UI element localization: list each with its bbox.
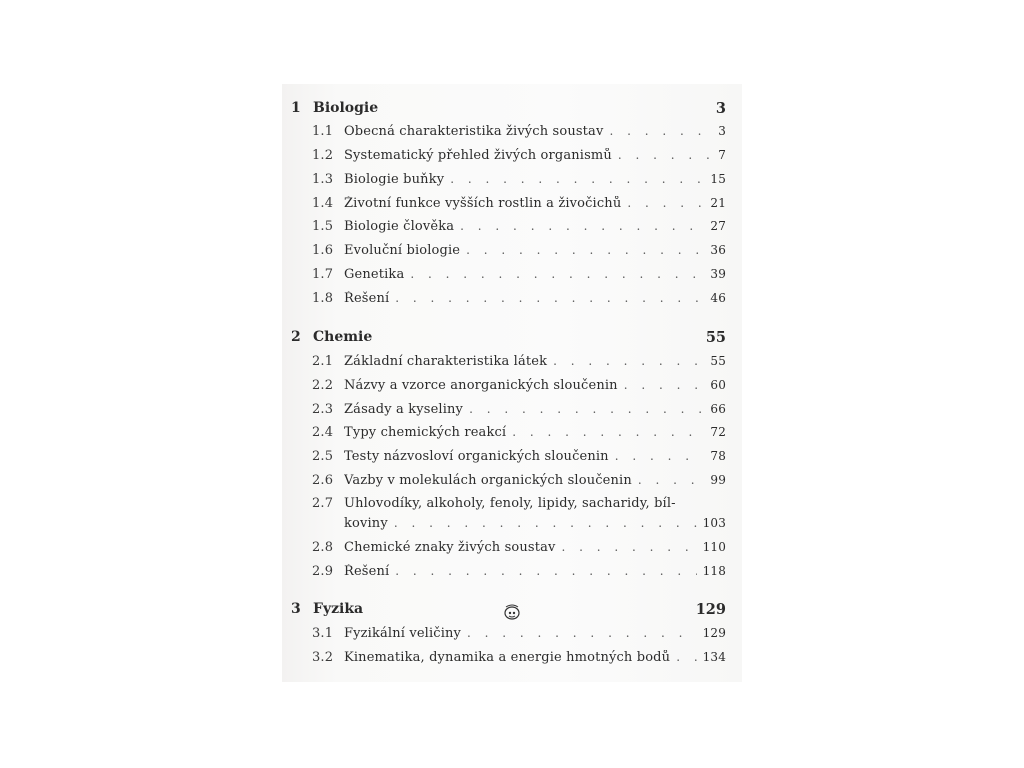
chapter-title: Chemie (313, 329, 373, 345)
section-number: 3.2 (312, 650, 334, 665)
dot-leader (612, 148, 712, 162)
section-number: 1.4 (312, 196, 334, 211)
section-title-continued: koviny (344, 516, 388, 531)
section-title: Typy chemických reakcí (344, 425, 507, 440)
section-title: Vazby v molekulách organických sloučenin (344, 473, 632, 488)
dot-leader (389, 564, 696, 578)
chapter-heading (290, 100, 726, 122)
section-page: 118 (702, 564, 726, 578)
section-number: 2.4 (312, 425, 334, 440)
dot-leader (670, 650, 696, 664)
section-number: 1.6 (312, 243, 334, 258)
chapter-title: Biologie (313, 100, 379, 116)
dot-leader (454, 219, 704, 233)
section-page: 21 (710, 196, 726, 210)
stamp-icon (499, 603, 525, 621)
dot-leader (547, 354, 704, 368)
section-number: 2.6 (312, 473, 334, 488)
section-title: Genetika (344, 267, 405, 282)
section-page: 66 (710, 402, 726, 416)
section-number: 2.5 (312, 449, 334, 464)
section-title: Životní funkce vyšších rostlin a živočichů (344, 196, 622, 211)
section-number: 1.3 (312, 172, 334, 187)
section-number: 2.7 (312, 496, 334, 511)
section-title: Základní charakteristika látek (344, 354, 548, 369)
section-page: 134 (702, 650, 726, 664)
dot-leader (556, 540, 697, 554)
dot-leader (404, 267, 704, 281)
section-number: 3.1 (312, 626, 334, 641)
section-page: 72 (710, 425, 726, 439)
section-page: 99 (710, 473, 726, 487)
dot-leader (621, 196, 704, 210)
section-number: 1.5 (312, 219, 334, 234)
section-number: 1.1 (312, 124, 334, 139)
section-page: 55 (710, 354, 726, 368)
section-page: 36 (710, 243, 726, 257)
section-number: 2.8 (312, 540, 334, 555)
section-number: 1.8 (312, 291, 334, 306)
section-page: 27 (710, 219, 726, 233)
dot-leader (603, 124, 712, 138)
section-page: 60 (710, 378, 726, 392)
section-title: Evoluční biologie (344, 243, 461, 258)
section-page: 78 (710, 449, 726, 463)
section-page: 7 (718, 148, 726, 162)
dot-leader (388, 516, 697, 530)
section-page: 110 (702, 540, 726, 554)
toc-entry (312, 496, 726, 536)
section-title: Fyzikální veličiny (344, 626, 462, 641)
section-title: Řešení (344, 564, 390, 579)
chapter-heading (290, 329, 726, 351)
dot-leader (463, 402, 704, 416)
section-page: 39 (710, 267, 726, 281)
section-title: Řešení (344, 291, 390, 306)
chapter-page: 3 (715, 100, 726, 117)
chapter-number: 3 (291, 601, 301, 617)
dot-leader (389, 291, 704, 305)
section-number: 2.9 (312, 564, 334, 579)
section-number: 1.7 (312, 267, 334, 282)
section-title: Názvy a vzorce anorganických sloučenin (344, 378, 618, 393)
section-title: Uhlovodíky, alkoholy, fenoly, lipidy, sacharidy, bíl- (344, 496, 676, 511)
dot-leader (618, 378, 705, 392)
dot-leader (461, 626, 697, 640)
section-title: Zásady a kyseliny (344, 402, 464, 417)
section-page: 46 (710, 291, 726, 305)
section-title: Obecná charakteristika živých soustav (344, 124, 604, 139)
section-number: 2.1 (312, 354, 334, 369)
section-title: Biologie buňky (344, 172, 445, 187)
dot-leader (460, 243, 704, 257)
section-page: 3 (718, 124, 726, 138)
dot-leader (632, 473, 705, 487)
section-page: 129 (702, 626, 726, 640)
section-title: Testy názvosloví organických sloučenin (344, 449, 609, 464)
chapter-number: 1 (291, 100, 301, 116)
section-number: 2.3 (312, 402, 334, 417)
section-title: Kinematika, dynamika a energie hmotných bodů (344, 650, 671, 665)
chapter-number: 2 (291, 329, 301, 345)
chapter-page: 129 (695, 601, 726, 618)
section-title: Systematický přehled živých organismů (344, 148, 612, 163)
section-number: 2.2 (312, 378, 334, 393)
dot-leader (609, 449, 705, 463)
section-page: 15 (710, 172, 726, 186)
dot-leader (444, 172, 704, 186)
chapter-page: 55 (705, 329, 726, 346)
section-page: 103 (702, 516, 726, 530)
section-number: 1.2 (312, 148, 334, 163)
dot-leader (506, 425, 704, 439)
section-title: Biologie člověka (344, 219, 455, 234)
chapter-title: Fyzika (313, 601, 364, 617)
section-title: Chemické znaky živých soustav (344, 540, 556, 555)
